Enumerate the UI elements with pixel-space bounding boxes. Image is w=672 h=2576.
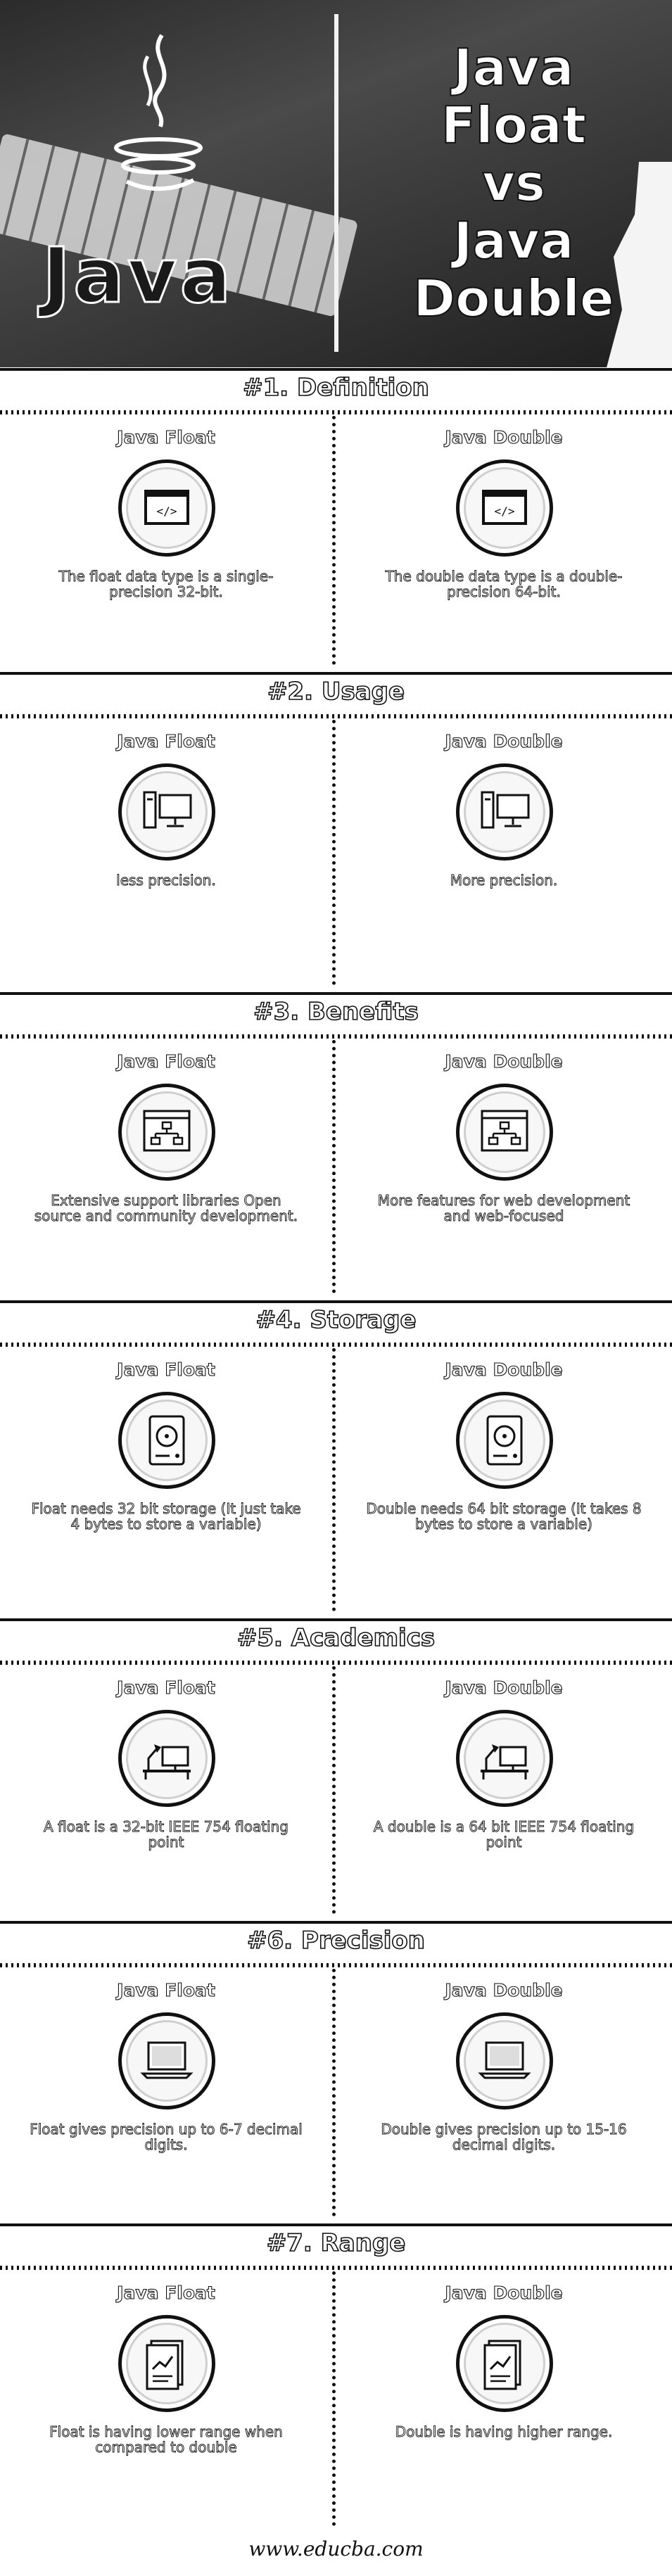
title-line: Float [440,96,587,155]
section-title: #2. Usage [267,678,405,706]
column-heading: Java Double [445,2283,563,2303]
desktop-computer-icon [456,763,553,861]
section-4 [0,1300,672,1618]
java-float-column [0,1668,332,1914]
java-double-column [338,1668,670,1914]
column-heading: Java Float [117,1677,215,1698]
column-description: Float is having lower range when compared to double [49,2423,283,2456]
java-float-column [0,1350,332,1611]
column-description: less precision. [116,872,216,889]
java-float-column [0,2273,332,2526]
title-line: Double [413,269,614,328]
svg-text:</>: </> [494,505,515,518]
code-window-icon [118,459,215,557]
java-double-column [338,417,670,665]
desktop-computer-icon [118,763,215,861]
column-divider [332,1666,336,1914]
report-chart-icon [118,2315,215,2412]
section-5 [0,1618,672,1921]
section-top-rule [0,992,672,995]
column-heading: Java Double [445,1980,563,2000]
hard-disk-icon [456,1392,553,1489]
column-description: More features for web development and web-focused [377,1192,630,1224]
column-divider [332,1040,336,1293]
section-title: #3. Benefits [253,998,419,1026]
section-top-rule [0,2223,672,2226]
section-6 [0,1921,672,2223]
column-description: Double gives precision up to 15-16 decimal digits. [381,2121,627,2153]
header-divider [334,14,338,352]
column-description: Float needs 32 bit storage (It just take 4 bytes to store a variable) [31,1500,301,1533]
page-title [366,39,661,327]
section-dotted-rule [0,410,672,414]
column-heading: Java Double [445,731,563,751]
column-divider [332,2271,336,2526]
section-dotted-rule [0,2266,672,2270]
column-description: Double needs 64 bit storage (It takes 8 bytes to store a variable) [366,1500,642,1533]
java-float-column [0,417,332,665]
column-divider [332,1969,336,2216]
column-description: The float data type is a single-precision 32-bit. [58,568,274,600]
section-title: #7. Range [266,2229,406,2257]
column-heading: Java Float [117,731,215,751]
section-title: #4. Storage [255,1306,417,1334]
header-banner [0,0,672,367]
section-dotted-rule [0,1343,672,1347]
column-description: A double is a 64 bit IEEE 754 floating point [373,1818,635,1851]
title-line: vs [482,153,545,212]
title-line: Java [453,211,574,270]
column-description: More precision. [450,872,558,889]
column-divider [332,720,336,985]
header-image [0,0,334,367]
section-top-rule [0,1618,672,1621]
section-title: #6. Precision [247,1927,425,1955]
java-double-column [338,1350,670,1611]
java-cup-icon [106,28,211,197]
title-line: Java [453,38,574,97]
section-title: #1. Definition [243,374,429,402]
java-double-column [338,2273,670,2526]
section-dotted-rule [0,714,672,718]
java-float-column [0,721,332,985]
hard-disk-icon [118,1392,215,1489]
section-title: #5. Academics [236,1624,436,1652]
column-divider [332,1348,336,1611]
laptop-icon [456,2012,553,2109]
column-heading: Java Double [445,1051,563,1072]
svg-text:</>: </> [156,505,177,518]
column-description: Extensive support libraries Open source and community development. [34,1192,298,1224]
column-description: A float is a 32-bit IEEE 754 floating point [44,1818,289,1851]
java-double-column [338,721,670,985]
column-heading: Java Double [445,427,563,448]
column-heading: Java Double [445,1359,563,1380]
section-dotted-rule [0,1034,672,1039]
column-heading: Java Float [117,1359,215,1380]
column-heading: Java Float [117,427,215,448]
desk-workstation-icon [118,1710,215,1807]
section-top-rule [0,1300,672,1303]
section-top-rule [0,672,672,675]
column-heading: Java Float [117,1051,215,1072]
section-7 [0,2223,672,2533]
sitemap-browser-icon [118,1084,215,1181]
section-top-rule [0,368,672,371]
column-description: Double is having higher range. [395,2423,613,2440]
column-heading: Java Float [117,2283,215,2303]
column-heading: Java Double [445,1677,563,1698]
java-float-column [0,1041,332,1293]
desk-workstation-icon [456,1710,553,1807]
java-double-column [338,1970,670,2216]
section-2 [0,672,672,992]
column-description: The double data type is a double-precision 64-bit. [385,568,623,600]
java-float-column [0,1970,332,2216]
column-description: Float gives precision up to 6-7 decimal digits. [30,2121,303,2153]
section-dotted-rule [0,1661,672,1665]
java-logo-word: Java [42,232,234,320]
laptop-icon [118,2012,215,2109]
column-heading: Java Float [117,1980,215,2000]
report-chart-icon [456,2315,553,2412]
section-3 [0,992,672,1300]
section-top-rule [0,1921,672,1924]
footer-url: www.educba.com [248,2537,424,2561]
column-divider [332,416,336,665]
sitemap-browser-icon [456,1084,553,1181]
section-1 [0,368,672,672]
code-window-icon [456,459,553,557]
section-dotted-rule [0,1963,672,1967]
java-double-column [338,1041,670,1293]
